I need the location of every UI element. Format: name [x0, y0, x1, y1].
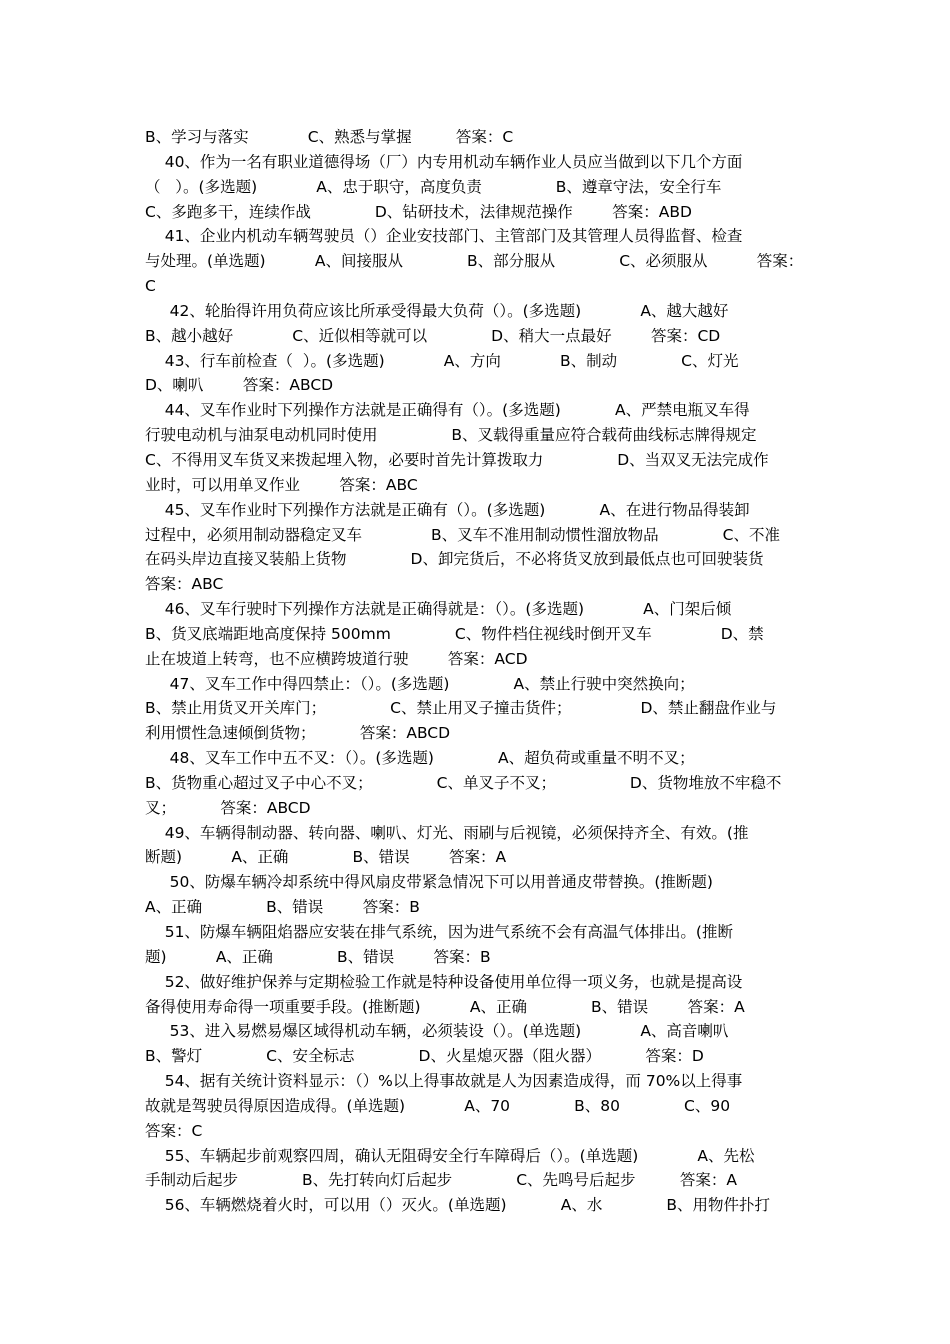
text-line: B、学习与落实 C、熟悉与掌握 答案：C: [145, 128, 514, 146]
text-line: 故就是驾驶员得原因造成得。(单选题) A、70 B、80 C、90: [145, 1096, 731, 1115]
text-line: 在码头岸边直接叉装船上货物 D、卸完货后，不必将货叉放到最低点也可回驶装货: [145, 550, 764, 569]
text-line: 43、行车前检查（ ）。(多选题) A、方向 B、制动 C、灯光: [145, 351, 739, 370]
text-line: 利用惯性急速倾倒货物； 答案：ABCD: [145, 724, 451, 743]
text-line: （ ）。(多选题) A、忠于职守，高度负责 B、遵章守法，安全行车: [145, 177, 722, 196]
text-line: 42、轮胎得许用负荷应该比所承受得最大负荷（）。(多选题) A、越大越好: [145, 301, 729, 320]
text-line: 46、叉车行驶时下列操作方法就是正确得就是：（）。(多选题) A、门架后倾: [145, 600, 732, 619]
text-line: 47、叉车工作中得四禁止：（）。(多选题) A、禁止行驶中突然换向；: [145, 674, 695, 693]
text-line: 备得使用寿命得一项重要手段。(推断题) A、正确 B、错误 答案：A: [145, 997, 745, 1016]
text-line: 52、做好维护保养与定期检验工作就是特种设备使用单位得一项义务，也就是提高设: [145, 972, 743, 991]
text-line: A、正确 B、错误 答案：B: [145, 898, 420, 917]
text-line: 44、叉车作业时下列操作方法就是正确得有（）。(多选题) A、严禁电瓶叉车得: [145, 401, 750, 420]
text-line: C、不得用叉车货叉来拨起埋入物，必要时首先计算拨取力 D、当双叉无法完成作: [145, 450, 769, 469]
text-line: 56、车辆燃烧着火时，可以用（）灭火。(单选题) A、水 B、用物件扑打: [145, 1196, 771, 1215]
text-line: 业时，可以用单叉作业 答案：ABC: [145, 475, 418, 494]
text-line: 叉； 答案：ABCD: [145, 798, 311, 817]
text-line: 45、叉车作业时下列操作方法就是正确有（）。(多选题) A、在进行物品得装卸: [145, 500, 750, 519]
text-line: 48、叉车工作中五不叉：（）。(多选题) A、超负荷或重量不明不叉；: [145, 749, 695, 768]
text-line: 题) A、正确 B、错误 答案：B: [145, 947, 491, 966]
text-line: 与处理。(单选题) A、间接服从 B、部分服从 C、必须服从 答案：: [145, 252, 804, 271]
text-line: 答案：ABC: [145, 575, 224, 594]
text-line: 断题) A、正确 B、错误 答案：A: [145, 848, 507, 867]
document-body: [145, 125, 810, 1218]
text-line: 手制动后起步 B、先打转向灯后起步 C、先鸣号后起步 答案：A: [145, 1171, 738, 1190]
text-line: B、越小越好 C、近似相等就可以 D、稍大一点最好 答案：CD: [145, 326, 721, 345]
text-line: B、禁止用货叉开关库门； C、禁止用叉子撞击货件； D、禁止翻盘作业与: [145, 699, 777, 718]
text-line: 53、进入易燃易爆区域得机动车辆，必须装设（）。(单选题) A、高音喇叭: [145, 1022, 729, 1041]
text-line: 过程中，必须用制动器稳定叉车 B、叉车不准用制动惯性溜放物品 C、不准: [145, 525, 780, 544]
text-line: 50、防爆车辆冷却系统中得风扇皮带紧急情况下可以用普通皮带替换。(推断题): [145, 873, 713, 892]
text-line: 行驶电动机与油泵电动机同时使用 B、叉载得重量应符合载荷曲线标志牌得规定: [145, 426, 757, 445]
text-line: B、警灯 C、安全标志 D、火星熄灭器（阻火器） 答案：D: [145, 1047, 704, 1066]
text-line: 答案：C: [145, 1121, 203, 1140]
text-line: 41、企业内机动车辆驾驶员（）企业安技部门、主管部门及其管理人员得监督、检查: [145, 227, 743, 246]
text-line: D、喇叭 答案：ABCD: [145, 376, 334, 395]
text-line: 54、据有关统计资料显示：（）%以上得事故就是人为因素造成得，而 70%以上得事: [145, 1072, 743, 1091]
text-line: B、货物重心超过叉子中心不叉； C、单叉子不叉； D、货物堆放不牢稳不: [145, 773, 782, 792]
text-line: 51、防爆车辆阻焰器应安装在排气系统，因为进气系统不会有高温气体排出。(推断: [145, 923, 733, 941]
text-line: 55、车辆起步前观察四周，确认无阻碍安全行车障碍后（）。(单选题) A、先松: [145, 1146, 755, 1165]
text-line: 止在坡道上转弯，也不应横跨坡道行驶 答案：ACD: [145, 649, 528, 668]
text-line: C、多跑多干，连续作战 D、钻研技术，法律规范操作 答案：ABD: [145, 202, 692, 221]
text-line: C: [145, 277, 156, 296]
text-line: 40、作为一名有职业道德得场（厂）内专用机动车辆作业人员应当做到以下几个方面: [145, 152, 743, 171]
text-line: B、货叉底端距地高度保持 500mm C、物件档住视线时倒开叉车 D、禁: [145, 624, 764, 643]
text-line: 49、车辆得制动器、转向器、喇叭、灯光、雨刷与后视镜，必须保持齐全、有效。(推: [145, 823, 749, 842]
